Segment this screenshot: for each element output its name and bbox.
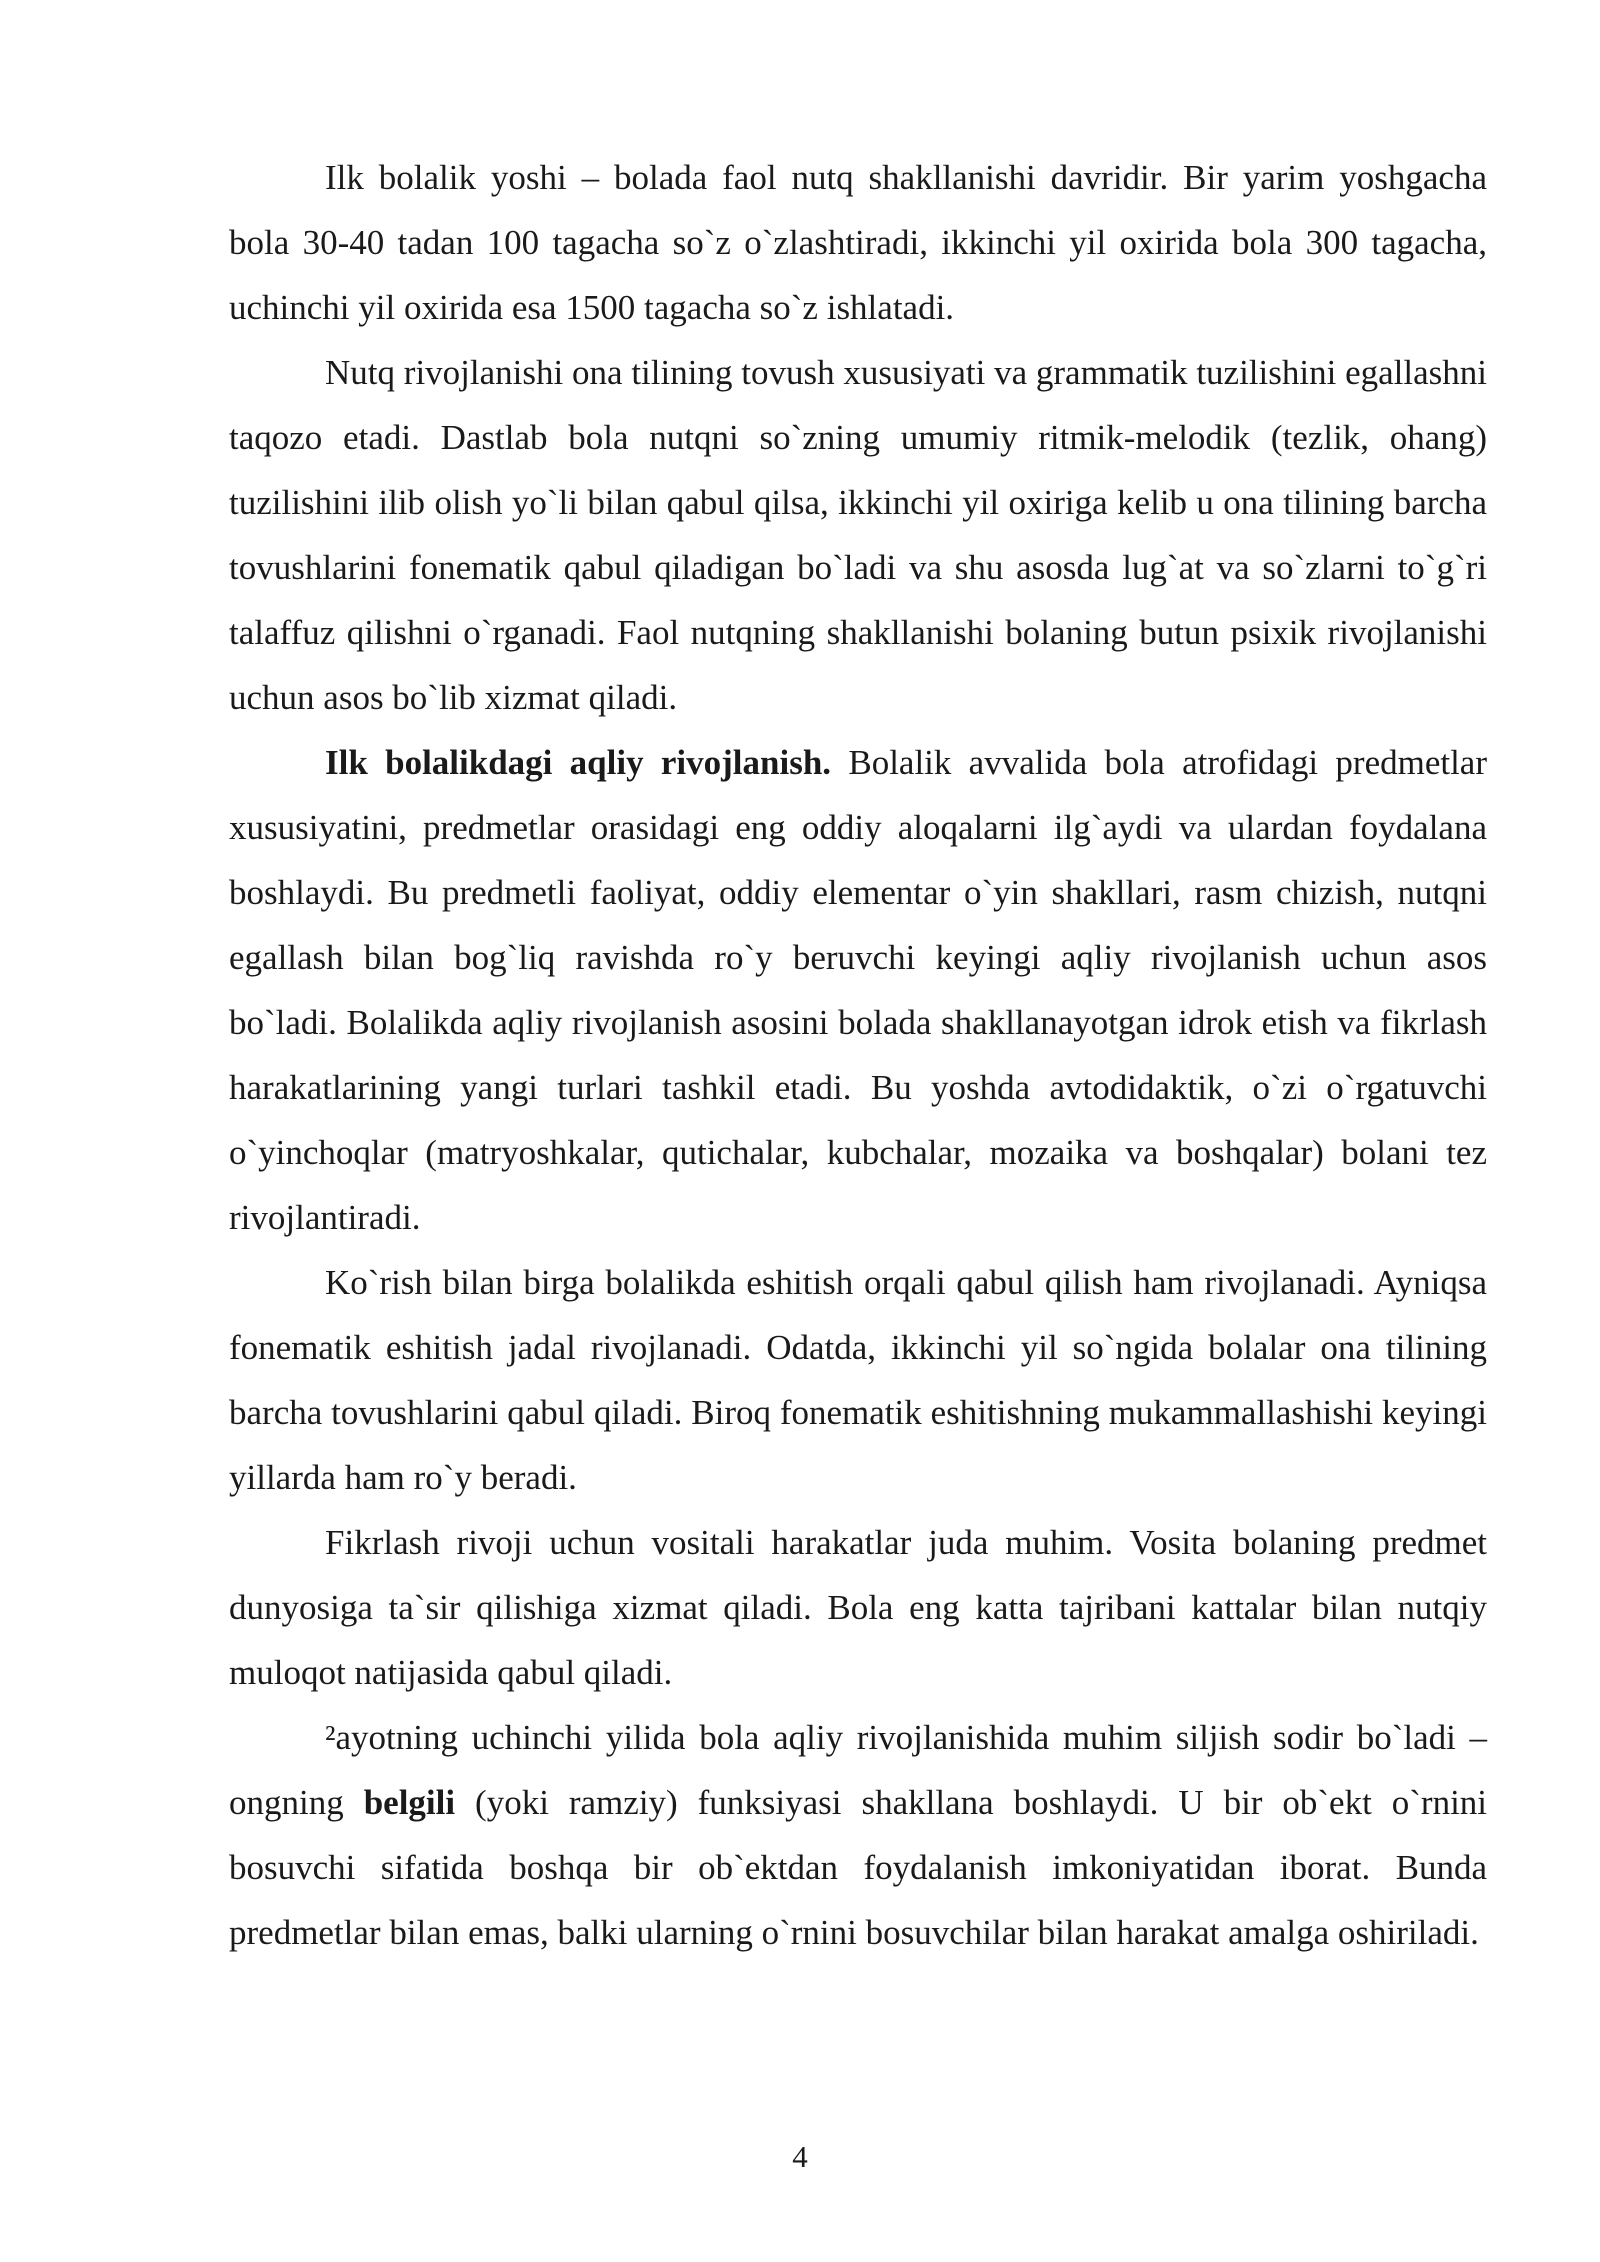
bold-term: belgili	[363, 1783, 456, 1822]
paragraph-thinking	[229, 1510, 1487, 1705]
paragraph-text: Fikrlash rivoji uchun vositali harakatlar juda muhim. Vosita bolaning predmet dunyosiga ta`sir qilishiga xizmat qiladi. Bola eng katta tajribani kattalar bilan nutqiy muloqot natijasida qabul qiladi.	[229, 1523, 1487, 1692]
section-heading: Ilk bolalikdagi aqliy rivojlanish.	[325, 743, 832, 782]
paragraph-text: Ko`rish bilan birga bolalikda eshitish orqali qabul qilish ham rivojlanadi. Ayniqsa fonematik eshitish jadal rivojlanadi. Odatda, ikkinchi yil so`ngida bolalar ona tilining barcha tovushlarini qabul qiladi. Biroq fonematik eshitishning mukammallashishi keyingi yillarda ham ro`y beradi.	[229, 1263, 1487, 1497]
paragraph-hearing	[229, 1250, 1487, 1510]
paragraph-text: Ilk bolalik yoshi – bolada faol nutq shakllanishi davridir. Bir yarim yoshgacha bola 30-40 tadan 100 tagacha so`z o`zlashtiradi, ikkinchi yil oxirida bola 300 tagacha, uchinchi yil oxirida esa 1500 tagacha so`z ishlatadi.	[229, 158, 1487, 327]
paragraph-early-speech	[229, 145, 1487, 340]
page-body	[229, 145, 1487, 1965]
page-number: 4	[792, 2139, 808, 2174]
paragraph-text: Nutq rivojlanishi ona tilining tovush xususiyati va grammatik tuzilishini egallashni taqozo etadi. Dastlab bola nutqni so`zning umumiy ritmik-melodik (tezlik, ohang) tuzilishini ilib olish yo`li bilan qabul qilsa, ikkinchi yil oxiriga kelib u ona tilining barcha tovushlarini fonematik qabul qiladigan bo`ladi va shu asosda lug`at va so`zlarni to`g`ri talaffuz qilishni o`rganadi. Faol nutqning shakllanishi bolaning butun psixik rivojlanishi uchun asos bo`lib xizmat qiladi.	[229, 353, 1487, 717]
paragraph-symbolic-function	[229, 1705, 1487, 1965]
paragraph-text: (yoki ramziy) funksiyasi shakllana boshlaydi. U bir ob`ekt o`rnini bosuvchi sifatida boshqa bir ob`ektdan foydalanish imkoniyatidan iborat. Bunda predmetlar bilan emas, balki ularning o`rnini bosuvchilar bilan harakat amalga oshiriladi.	[229, 1783, 1488, 1952]
paragraph-text: Bolalik avvalida bola atrofidagi predmetlar xususiyatini, predmetlar orasidagi eng oddiy aloqalarni ilg`aydi va ulardan foydalana boshlaydi. Bu predmetli faoliyat, oddiy elementar o`yin shakllari, rasm chizish, nutqni egallash bilan bog`liq ravishda ro`y beruvchi keyingi aqliy rivojlanish uchun asos bo`ladi. Bolalikda aqliy rivojlanish asosini bolada shakllanayotgan idrok etish va fikrlash harakatlarining yangi turlari tashkil etadi. Bu yoshda avtodidaktik, o`zi o`rgatuvchi o`yinchoqlar (matryoshkalar, qutichalar, kubchalar, mozaika va boshqalar) bolani tez rivojlantiradi.	[229, 743, 1487, 1237]
paragraph-mental-development	[229, 730, 1487, 1250]
paragraph-speech-development	[229, 340, 1487, 730]
paragraph-text: ²ayotning uchinchi yilida bola aqliy rivojlanishida muhim siljish sodir bo`ladi – ongning	[229, 1718, 1487, 1822]
